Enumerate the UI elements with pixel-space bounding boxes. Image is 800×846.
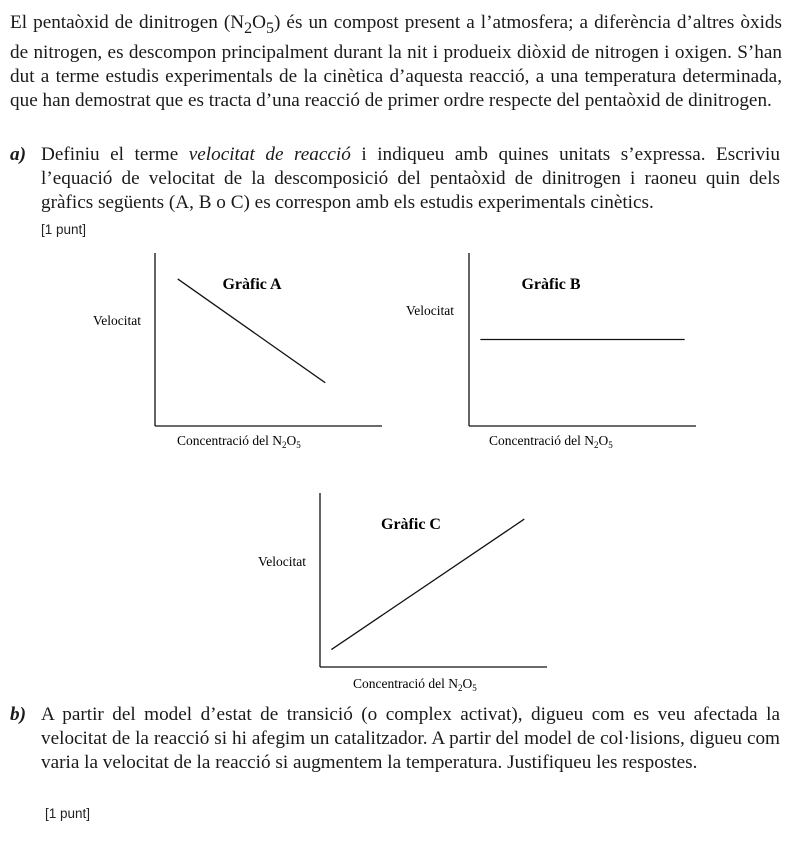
graph-a-y-label: Velocitat bbox=[93, 313, 141, 328]
question-b bbox=[10, 703, 780, 775]
graph-a bbox=[93, 253, 382, 450]
question-a-points: [1 punt] bbox=[41, 222, 87, 237]
intro-subscript-2: 5 bbox=[266, 19, 274, 37]
graph-b-title: Gràfic B bbox=[521, 276, 581, 293]
question-a-text-1: Definiu el terme bbox=[41, 144, 189, 165]
graph-b bbox=[406, 253, 696, 450]
graph-b-y-label: Velocitat bbox=[406, 303, 454, 318]
question-b-points: [1 punt] bbox=[45, 806, 91, 821]
graph-c-x-label: Concentració del $N_2O_5$ bbox=[353, 676, 477, 693]
graph-a-x-label: Concentració del $N_2O_5$ bbox=[177, 433, 301, 450]
graph-c-y-label: Velocitat bbox=[258, 554, 306, 569]
graph-a-line bbox=[178, 279, 326, 383]
graph-c-line bbox=[331, 519, 524, 650]
graph-c bbox=[258, 493, 547, 693]
question-b-label: b) bbox=[10, 704, 26, 725]
graph-a-title: Gràfic A bbox=[222, 276, 282, 293]
graph-c-title: Gràfic C bbox=[381, 516, 441, 533]
intro-text-2: O bbox=[252, 12, 266, 33]
question-a-text-2: i indiqueu amb quines unitats s’expressa. Escriviu l’equació de velocitat de la descomposició del pentaòxid de dinitrogen i raoneu quin dels gràfics següents (A, B o C) es correspon amb els estudis experimentals cinètics. bbox=[41, 144, 780, 213]
intro-subscript-1: 2 bbox=[244, 19, 253, 37]
graph-b-x-label: Concentració del $N_2O_5$ bbox=[489, 433, 613, 450]
question-a-label: a) bbox=[10, 144, 26, 165]
intro-text-1: El pentaòxid de dinitrogen (N bbox=[10, 12, 245, 33]
intro-text-3: ) és un compost present a l’atmosfera; a diferència d’altres òxids de nitrogen, es descompon principalment durant la nit i produeix diòxid de nitrogen i oxigen. S’han dut a terme estudis experimentals de la cinètica d’aquesta reacció, a una temperatura determinada, que han demostrat que es tracta d’una reacció de primer ordre respecte del pentaòxid de dinitrogen. bbox=[10, 12, 782, 111]
question-b-text: A partir del model d’estat de transició (o complex activat), digueu com es veu afectada la velocitat de la reacció si hi afegim un catalitzador. A partir del model de col·lisions, digueu com varia la velocitat de la reacció si augmentem la temperatura. Justifiqueu les respostes. bbox=[41, 704, 780, 773]
question-a-italic: velocitat de reacció bbox=[188, 144, 351, 165]
